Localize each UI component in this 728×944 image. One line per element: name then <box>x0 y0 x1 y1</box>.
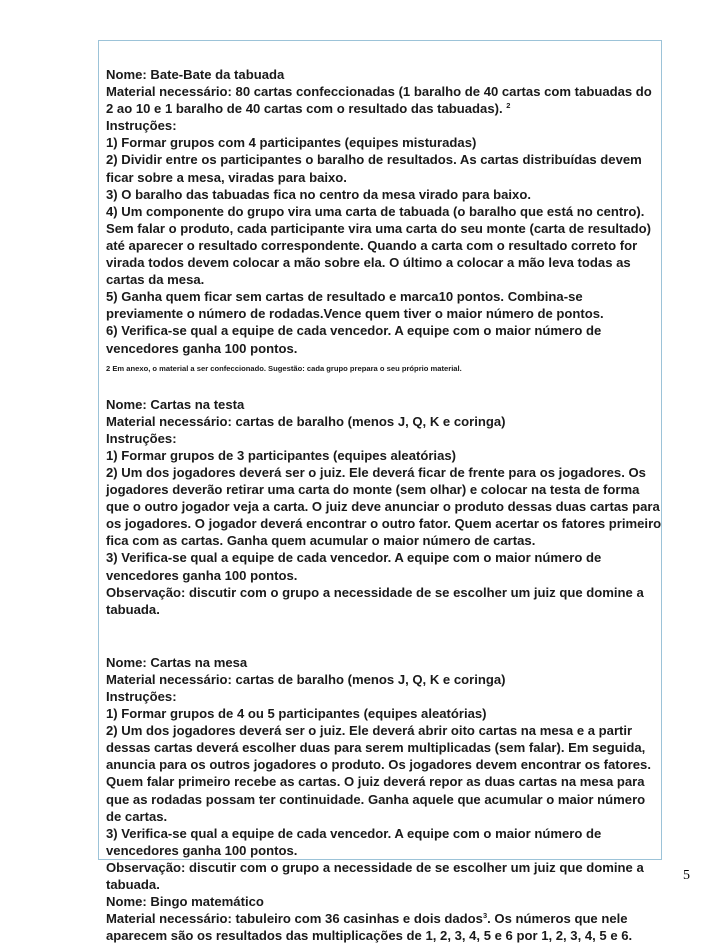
observation: Observação: discutir com o grupo a necessidade de se escolher um juiz que domine a tabuada. <box>106 859 644 893</box>
instructions-heading: Instruções: <box>106 118 177 134</box>
instruction-step: 3) Verifica-se qual a equipe de cada vencedor. A equipe com o maior número de vencedores ganha 100 pontos. <box>106 550 602 583</box>
instructions-heading: Instruções: <box>106 689 177 704</box>
page-number: 5 <box>683 868 690 883</box>
game-title: Nome: Bate-Bate da tabuada <box>106 67 285 82</box>
game-cartas-na-testa <box>106 396 662 618</box>
instruction-step: 2) Dividir entre os participantes o baralho de resultados. As cartas distribuídas devem ficar sobre a mesa, viradas para baixo. <box>106 152 642 185</box>
material-line: Material necessário: 80 cartas confeccionadas (1 baralho de 40 cartas com tabuadas do 2 ao 10 e 1 baralho de 40 cartas com o resultado das tabuadas). $^2$ <box>106 84 652 117</box>
game-bate-bate <box>106 66 662 374</box>
instruction-step: 4) Um componente do grupo vira uma carta de tabuada (o baralho que está no centro). Sem falar o produto, cada participante vira uma carta do seu monte (carta de resultado) até aparecer o resultado correspondente. Quando a carta com o resultado correto for virada todos devem colocar a mão sobre ela. O último a colocar a mão leva todas as cartas da mesa. <box>106 203 651 288</box>
instruction-step: 5) Ganha quem ficar sem cartas de resultado e marca10 pontos. Combina-se previamente o número de rodadas.Vence quem tiver o maior número de pontos. <box>106 289 604 322</box>
footnote-ref: 2 <box>506 101 511 111</box>
material-line: Material necessário: cartas de baralho (menos J, Q, K e coringa) <box>106 413 506 429</box>
instruction-step: 3) Verifica-se qual a equipe de cada vencedor. A equipe com o maior número de vencedores ganha 100 pontos. <box>106 825 602 858</box>
instructions-heading: Instruções: <box>106 430 177 446</box>
material-line: Material necessário: cartas de baralho (menos J, Q, K e coringa) <box>106 671 506 687</box>
game-title: Nome: Cartas na testa <box>106 396 245 412</box>
game-cartas-na-mesa <box>106 654 662 893</box>
instruction-step: 2) Um dos jogadores deverá ser o juiz. Ele deverá ficar de frente para os jogadores. Os jogadores deverão retirar uma carta do monte (sem olhar) e colocar na testa de forma que o outro jogador veja a carta. O juiz deve anunciar o produto dessas duas cartas para os jogadores. O jogador deverá encontrar o outro fator. Quem acertar os fatores primeiro fica com as cartas. Ganha quem acumular o maior número de cartas. <box>106 464 662 549</box>
footnote: 2 Em anexo, o material a ser confeccionado. Sugestão: cada grupo prepara o seu próprio material. <box>106 363 462 373</box>
observation: Observação: discutir com o grupo a necessidade de se escolher um juiz que domine a tabuada. <box>106 584 644 617</box>
instruction-step: 1) Formar grupos de 3 participantes (equipes aleatórias) <box>106 447 456 463</box>
instruction-step: 2) Um dos jogadores deverá ser o juiz. Ele deverá abrir oito cartas na mesa e a partir dessas cartas deverá escolher duas para serem multiplicadas (sem falar). Em seguida, anuncia para os outros jogadores o produto. Os jogadores devem encontrar os fatores. Quem falar primeiro recebe as cartas. O juiz deverá repor as duas cartas na mesa para que as rodadas possam ter continuidade. Ganha aquele que acumular o maior número de cartas. <box>106 723 651 824</box>
instruction-step: 1) Formar grupos com 4 participantes (equipes misturadas) <box>106 135 477 151</box>
material-line: Material necessário: tabuleiro com 36 casinhas e dois dados$^3$. Os números que nele aparecem são os resultados das multiplicações de 1, 2, 3, 4, 5 e 6 por 1, 2, 3, 4, 5 e 6. <box>106 911 633 944</box>
document-body <box>106 66 662 944</box>
instruction-step: 6) Verifica-se qual a equipe de cada vencedor. A equipe com o maior número de vencedores ganha 100 pontos. <box>106 323 602 356</box>
game-bingo-matematico <box>106 893 662 944</box>
game-title: Nome: Cartas na mesa <box>106 654 248 670</box>
footnote-ref: 3 <box>482 911 488 921</box>
instruction-step: 1) Formar grupos de 4 ou 5 participantes (equipes aleatórias) <box>106 706 487 722</box>
game-title: Nome: Bingo matemático <box>106 894 264 910</box>
instruction-step: 3) O baralho das tabuadas fica no centro da mesa virado para baixo. <box>106 186 531 202</box>
